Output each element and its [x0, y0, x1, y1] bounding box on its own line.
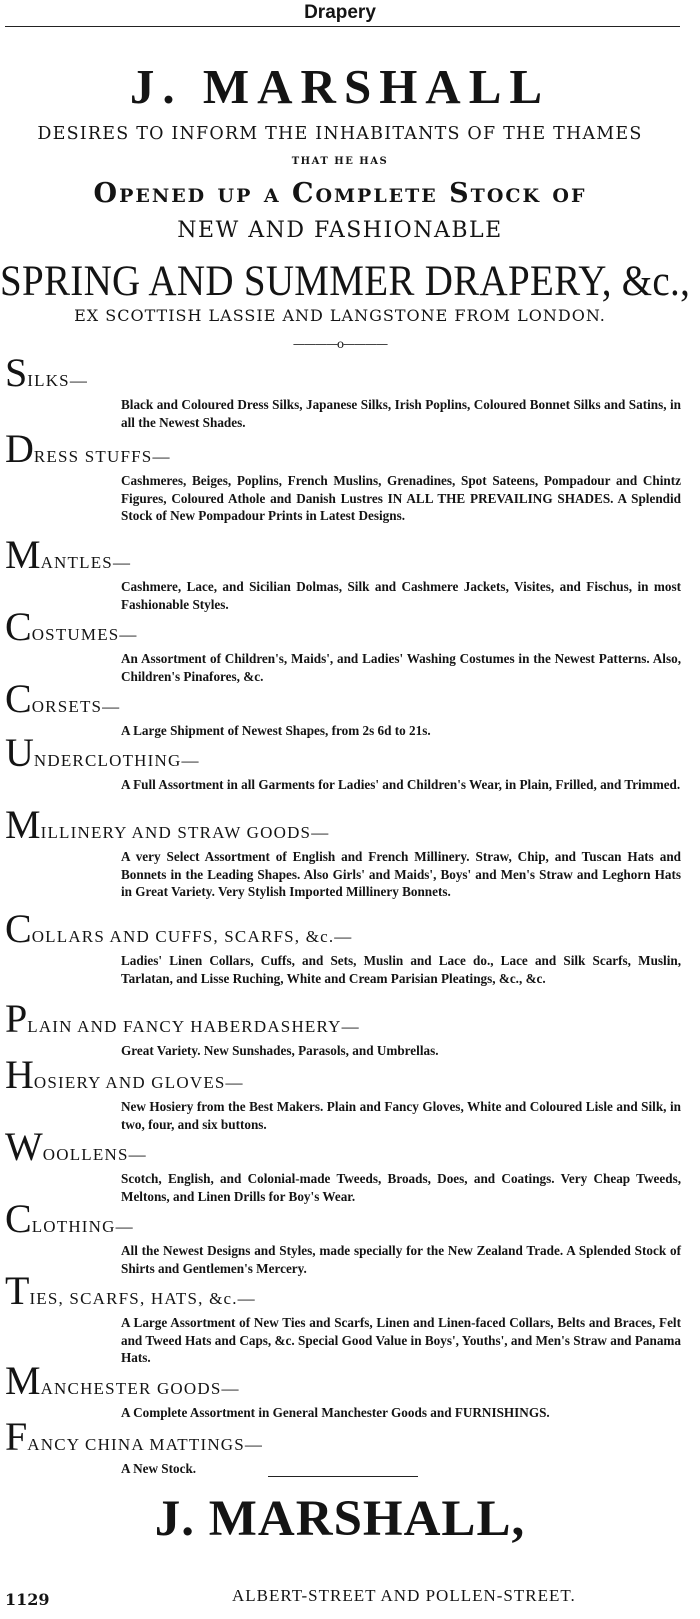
- section-haberdashery: [5, 996, 680, 1060]
- section-title: LOTHING—: [31, 1217, 134, 1236]
- drop-initial: M: [5, 1358, 41, 1403]
- section-heading: [5, 426, 680, 474]
- drop-initial: T: [5, 1268, 30, 1313]
- drop-initial: C: [5, 676, 32, 721]
- section-title: OSTUMES—: [31, 625, 138, 644]
- drop-initial: D: [5, 426, 34, 471]
- merchant-address: ALBERT-STREET AND POLLEN-STREET.: [232, 1586, 576, 1605]
- section-label: Drapery: [304, 2, 376, 23]
- section-title: OLLARS AND CUFFS, SCARFS, &c.—: [31, 927, 353, 946]
- section-title: IES, SCARFS, HATS, &c.—: [29, 1289, 256, 1308]
- section-title: ANTLES—: [40, 553, 132, 572]
- announcement-subline: THAT HE HAS: [291, 156, 389, 167]
- section-body: A very Select Assortment of English and French Millinery. Straw, Chip, and Tuscan Hats and Bonnets in the Leading Shapes. Also Girls' and Maids', Boys' and Men's Straw and Leghorn Hats in Great Variety. Very Stylish Imported Millinery Bonnets.: [121, 849, 681, 899]
- section-hosiery: [5, 1052, 681, 1133]
- section-china-mattings: [5, 1414, 680, 1478]
- section-title: ANCHESTER GOODS—: [40, 1379, 240, 1398]
- section-body: New Hosiery from the Best Makers. Plain and Fancy Gloves, White and Coloured Lisle and Silk, in two, four, and six buttons.: [121, 1099, 681, 1132]
- section-title: ANCY CHINA MATTINGS—: [27, 1435, 264, 1454]
- section-title: ILKS—: [27, 371, 89, 390]
- drop-initial: S: [5, 350, 28, 395]
- section-title: NDERCLOTHING—: [33, 751, 200, 770]
- announcement-line: DESIRES TO INFORM THE INHABITANTS OF THE THAMES: [37, 124, 643, 144]
- section-body: An Assortment of Children's, Maids', and Ladies' Washing Costumes in the Newest Patterns. Also, Children's Pinafores, &c.: [121, 651, 681, 684]
- section-heading: [5, 604, 680, 652]
- section-heading: [5, 532, 680, 580]
- section-costumes: [5, 604, 681, 685]
- section-manchester: [5, 1358, 680, 1422]
- section-title: LAIN AND FANCY HABERDASHERY—: [27, 1017, 360, 1036]
- section-heading: [5, 1358, 680, 1406]
- section-body: A Large Shipment of Newest Shapes, from 2s 6d to 21s.: [121, 723, 431, 738]
- section-body: All the Newest Designs and Styles, made specially for the New Zealand Trade. A Splended Stock of Shirts and Gentlemen's Mercery.: [121, 1243, 681, 1276]
- section-body: A Complete Assortment in General Manchester Goods and FURNISHINGS.: [121, 1405, 550, 1420]
- section-title: OOLLENS—: [42, 1145, 147, 1164]
- section-title: ORSETS—: [31, 697, 121, 716]
- section-heading: [5, 906, 680, 954]
- section-heading: [5, 350, 680, 398]
- drop-initial: M: [5, 532, 41, 577]
- drop-initial: M: [5, 802, 41, 847]
- drop-initial: H: [5, 1052, 34, 1097]
- shipping-line: EX SCOTTISH LASSIE AND LANGSTONE FROM LONDON.: [74, 306, 606, 325]
- section-body: Cashmeres, Beiges, Poplins, French Muslins, Grenadines, Spot Sateens, Pompadour and Chintz Figures, Coloured Athole and Danish Lustres IN ALL THE PREVAILING SHADES. A Splendid Stock of New Pompadour Prints in Latest Designs.: [121, 473, 681, 523]
- section-body: Scotch, English, and Colonial-made Tweeds, Broads, Does, and Coatings. Very Cheap Tweeds, Meltons, and Linen Drills for Boy's Wear.: [121, 1171, 681, 1204]
- section-body: A New Stock.: [121, 1461, 197, 1476]
- section-collars: [5, 906, 681, 987]
- section-silks: [5, 350, 681, 431]
- section-body: Cashmere, Lace, and Sicilian Dolmas, Silk and Cashmere Jackets, Visites, and Fischus, in most Fashionable Styles.: [121, 579, 681, 612]
- section-dress-stuffs: [5, 426, 681, 525]
- drop-initial: F: [5, 1414, 28, 1459]
- headline-spring: SPRING AND SUMMER DRAPERY, &c.,: [0, 257, 691, 306]
- section-title: ILLINERY AND STRAW GOODS—: [40, 823, 330, 842]
- section-woollens: [5, 1124, 681, 1205]
- section-heading: [5, 1124, 680, 1172]
- section-title: RESS STUFFS—: [33, 447, 171, 466]
- section-corsets: [5, 676, 680, 740]
- footer-rule: [268, 1476, 418, 1477]
- headline-opened: Opened up a Complete Stock of: [93, 178, 587, 209]
- section-body: Great Variety. New Sunshades, Parasols, and Umbrellas.: [121, 1043, 439, 1058]
- section-mantles: [5, 532, 681, 613]
- section-body: A Large Assortment of New Ties and Scarfs, Linen and Linen-faced Collars, Belts and Braces, Felt and Tweed Hats and Caps, &c. Special Good Value in Boys', Youths', and Men's Straw and Panama Hats.: [121, 1315, 681, 1365]
- section-clothing: [5, 1196, 681, 1277]
- drop-initial: C: [5, 604, 32, 649]
- headline-new: NEW AND FASHIONABLE: [177, 218, 503, 243]
- ornament-divider: ————o————: [292, 337, 388, 351]
- merchant-name-footer: J. MARSHALL,: [154, 1491, 526, 1547]
- drop-initial: U: [5, 730, 34, 775]
- section-heading: [5, 1052, 680, 1100]
- section-title: OSIERY AND GLOVES—: [33, 1073, 244, 1092]
- drop-initial: C: [5, 906, 32, 951]
- section-body: A Full Assortment in all Garments for Ladies' and Children's Wear, in Plain, Frilled, and Trimmed.: [121, 777, 681, 792]
- section-heading: [5, 1414, 680, 1462]
- section-ties: [5, 1268, 681, 1367]
- drop-initial: W: [5, 1124, 43, 1169]
- section-heading: [5, 676, 680, 724]
- section-heading: [5, 1196, 680, 1244]
- merchant-name: J. MARSHALL: [129, 59, 551, 114]
- section-heading: [5, 996, 680, 1044]
- section-millinery: [5, 802, 681, 901]
- section-heading: [5, 802, 680, 850]
- header-rule: [5, 26, 680, 27]
- drop-initial: C: [5, 1196, 32, 1241]
- section-heading: [5, 1268, 680, 1316]
- section-body: Ladies' Linen Collars, Cuffs, and Sets, Muslin and Lace do., Lace and Silk Scarfs, Muslin, Tarlatan, and Lisse Ruching, White and Cream Parisian Pleatings, &c., &c.: [121, 953, 681, 986]
- section-body: Black and Coloured Dress Silks, Japanese Silks, Irish Poplins, Coloured Bonnet Silks and Satins, in all the Newest Shades.: [121, 397, 681, 430]
- page-number: 1129: [5, 1590, 50, 1609]
- drop-initial: P: [5, 996, 28, 1041]
